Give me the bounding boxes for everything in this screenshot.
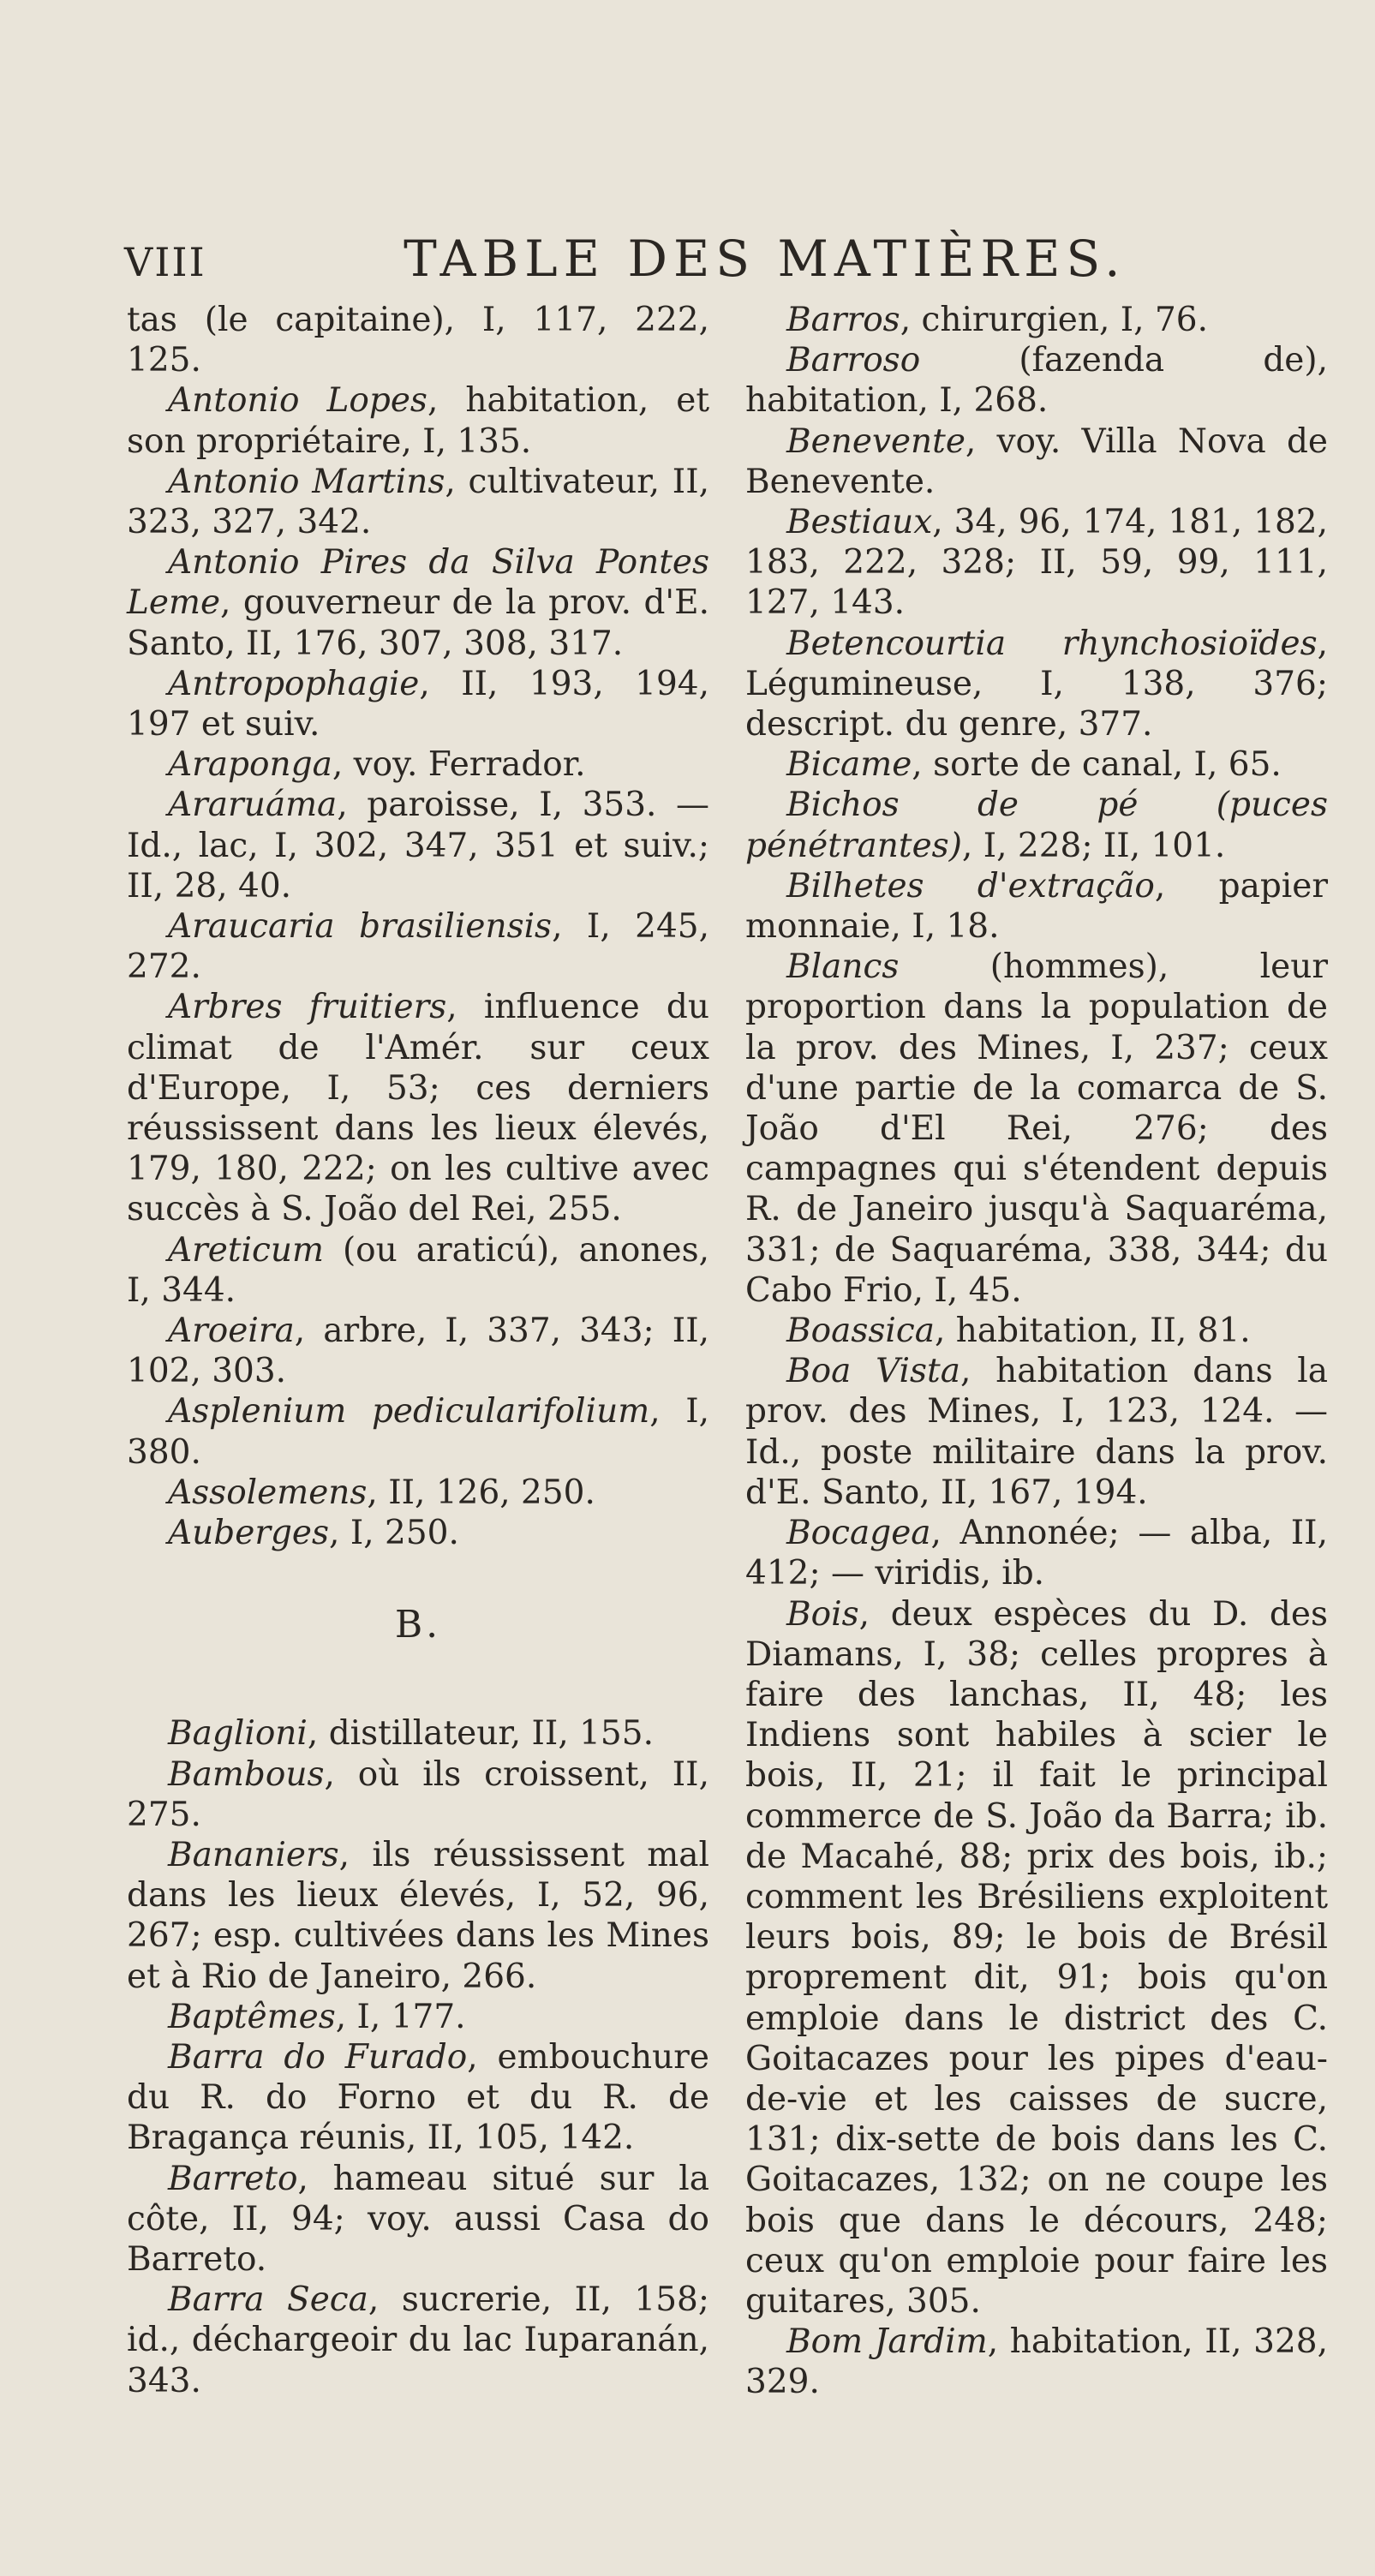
index-term: Antonio Lopes [168, 381, 427, 421]
index-text: tas (le capitaine), I, 117, 222, 125. [127, 301, 709, 380]
index-term: Assolemens [168, 1473, 368, 1512]
index-entry [745, 421, 1328, 502]
page-title: TABLE DES MATIÈRES. [404, 230, 1127, 288]
index-text: (hommes), leur proportion dans la population de la prov. des Mines, I, 237; ceux d'une partie de la comarca de S. João d'El Rei, 276; des campagnes qui s'étendent depuis R. de Janeiro jusqu'à Saquaréma, 331; de Saquaréma, 338, 344; du Cabo Frio, I, 45. [745, 947, 1328, 1310]
index-entry [745, 785, 1328, 865]
index-term: Antonio Martins [168, 462, 445, 501]
index-entry [127, 2280, 709, 2401]
index-text: , cultivateur, II, 323, 327, 342. [127, 462, 709, 542]
index-entry [127, 1754, 709, 1835]
index-text: , habitation, et son propriétaire, I, 135. [127, 381, 709, 461]
index-entry [127, 1391, 709, 1472]
index-text: , Légumineuse, I, 138, 376; descript. du genre, 377. [745, 624, 1328, 744]
index-entry [127, 744, 709, 785]
index-entry [127, 1311, 709, 1391]
index-entry [127, 1713, 709, 1754]
index-text: , papier monnaie, I, 18. [745, 866, 1328, 947]
index-term: Baglioni [168, 1714, 308, 1754]
index-entry [745, 1351, 1328, 1513]
index-text: , ils réussissent mal dans les lieux élevés, I, 52, 96, 267; esp. cultivées dans les Mines et à Rio de Janeiro, 266. [127, 1835, 709, 1996]
index-term: Bocagea [786, 1514, 931, 1553]
index-term: Asplenium pedicularifolium [168, 1392, 650, 1431]
index-entry [127, 380, 709, 461]
index-text: , I, 250. [329, 1514, 459, 1553]
index-entry [745, 1311, 1328, 1351]
index-text: , II, 193, 194, 197 et suiv. [127, 664, 709, 744]
index-text: , deux espèces du D. des Diamans, I, 38; celles propres à faire des lanchas, II, 48; les Indiens sont habiles à scier le bois, II, 21; il fait le principal commerce de S. João da Barra; ib. de Macahé, 88; prix des bois, ib.; comment les Brésiliens exploitent leurs bois, 89; le bois de Brésil proprement dit, 91; bois qu'on emploie dans le district des C. Goitacazes pour les pipes d'eau-de-vie et les caisses de sucre, 131; dix-sette de bois dans les C. Goitacazes, 132; on ne coupe les bois que dans le décours, 248; ceux qu'on emploie pour faire les guitares, 305. [745, 1594, 1328, 2321]
index-term: Boassica [786, 1312, 935, 1351]
index-text: (fazenda de), habitation, I, 268. [745, 341, 1328, 421]
index-text: , où ils croissent, II, 275. [127, 1754, 709, 1834]
index-entry [745, 502, 1328, 624]
index-text: , paroisse, I, 353. — Id., lac, I, 302, 347, 351 et suiv.; II, 28, 40. [127, 786, 709, 905]
index-text: , distillateur, II, 155. [307, 1714, 654, 1754]
index-text: , I, 228; II, 101. [961, 826, 1226, 865]
index-entry [745, 1513, 1328, 1593]
index-entry [127, 1513, 709, 1553]
index-entry [127, 1835, 709, 1997]
index-entry [745, 2322, 1328, 2402]
index-text: , arbre, I, 337, 343; II, 102, 303. [127, 1312, 709, 1391]
index-term: Antonio Pires da Silva Pontes Leme [127, 543, 709, 623]
page-number: VIII [124, 239, 206, 285]
right-column [745, 300, 1328, 2403]
index-term: Bilhetes d'extração [786, 866, 1155, 905]
index-term: Bicame [786, 745, 912, 785]
index-entry [745, 866, 1328, 947]
index-term: Bestiaux [786, 503, 933, 542]
left-entries-b [127, 1713, 709, 2400]
index-entry [745, 340, 1328, 421]
index-term: Blancs [786, 947, 900, 987]
index-text: (ou araticú), anones, I, 344. [127, 1230, 709, 1310]
index-text: , habitation, II, 81. [935, 1312, 1251, 1351]
left-column [127, 300, 709, 2401]
index-entry [127, 2159, 709, 2280]
index-term: Bois [786, 1594, 859, 1634]
index-text: , I, 245, 272. [127, 907, 709, 987]
index-entry [745, 744, 1328, 785]
index-entry [745, 947, 1328, 1311]
index-entry [745, 624, 1328, 745]
index-term: Araruáma [168, 786, 338, 825]
index-term: Antropophagie [168, 664, 420, 703]
index-entry [127, 785, 709, 906]
index-term: Barroso [786, 341, 921, 380]
index-text: , gouverneur de la prov. d'E. Santo, II, 176, 307, 308, 317. [127, 583, 709, 663]
index-text: , I, 177. [335, 1997, 466, 2036]
index-entry [745, 300, 1328, 340]
index-term: Arbres fruitiers [168, 988, 447, 1027]
index-term: Bambous [168, 1754, 325, 1794]
index-text: , Annonée; — alba, II, 412; — viridis, ib. [745, 1514, 1328, 1593]
left-entries-a [127, 300, 709, 1553]
index-term: Boa Vista [786, 1352, 960, 1391]
index-text: , sucrerie, II, 158; id., déchargeoir du lac Iuparanán, 343. [127, 2280, 709, 2400]
index-text: , 34, 96, 174, 181, 182, 183, 222, 328; II, 59, 99, 111, 127, 143. [745, 503, 1328, 623]
index-entry [127, 1230, 709, 1311]
index-text: , voy. Ferrador. [332, 745, 586, 785]
index-term: Baptêmes [168, 1997, 336, 2036]
index-entry [127, 664, 709, 744]
index-entry [127, 300, 709, 380]
index-text: , habitation, II, 328, 329. [745, 2322, 1328, 2402]
index-term: Benevente [786, 421, 965, 461]
index-term: Bom Jardim [786, 2322, 988, 2362]
index-term: Areticum [168, 1230, 324, 1270]
index-term: Araponga [168, 745, 332, 785]
index-text: , hameau situé sur la côte, II, 94; voy. aussi Casa do Barreto. [127, 2159, 709, 2279]
section-letter: B. [394, 1603, 442, 1647]
index-text: , influence du climat de l'Amér. sur ceux d'Europe, I, 53; ces derniers réussissent dans les lieux élevés, 179, 180, 222; on les cultive avec succès à S. João del Rei, 255. [127, 988, 709, 1229]
index-entry [127, 462, 709, 542]
index-entry [127, 987, 709, 1229]
index-entry [127, 1473, 709, 1513]
index-text: , chirurgien, I, 76. [900, 301, 1208, 339]
index-term: Araucaria brasiliensis [168, 907, 553, 947]
index-term: Bananiers [168, 1835, 339, 1874]
index-entry [745, 1594, 1328, 2322]
index-term: Auberges [168, 1514, 330, 1553]
index-term: Aroeira [168, 1312, 295, 1351]
index-text: , habitation dans la prov. des Mines, I, 123, 124. — Id., poste militaire dans la prov. d'E. Santo, II, 167, 194. [745, 1352, 1328, 1512]
index-entry [127, 542, 709, 664]
index-text: , embouchure du R. do Forno et du R. de Bragança réunis, II, 105, 142. [127, 2037, 709, 2158]
index-term: Barra Seca [168, 2280, 368, 2320]
index-text: , sorte de canal, I, 65. [912, 745, 1282, 785]
index-text: , I, 380. [127, 1392, 709, 1472]
index-term: Barra do Furado [168, 2037, 468, 2077]
index-term: Bichos de pé (puces pénétrantes) [745, 786, 1328, 865]
index-text: , voy. Villa Nova de Benevente. [745, 421, 1328, 501]
index-term: Betencourtia rhynchosioïdes [786, 624, 1318, 663]
index-entry [127, 1997, 709, 2037]
index-term: Barros [786, 301, 900, 339]
index-entry [127, 2037, 709, 2159]
index-text: , II, 126, 250. [367, 1473, 595, 1512]
index-term: Barreto [168, 2159, 298, 2198]
page-header [124, 230, 1289, 290]
index-entry [127, 906, 709, 987]
right-entries [745, 300, 1328, 2403]
